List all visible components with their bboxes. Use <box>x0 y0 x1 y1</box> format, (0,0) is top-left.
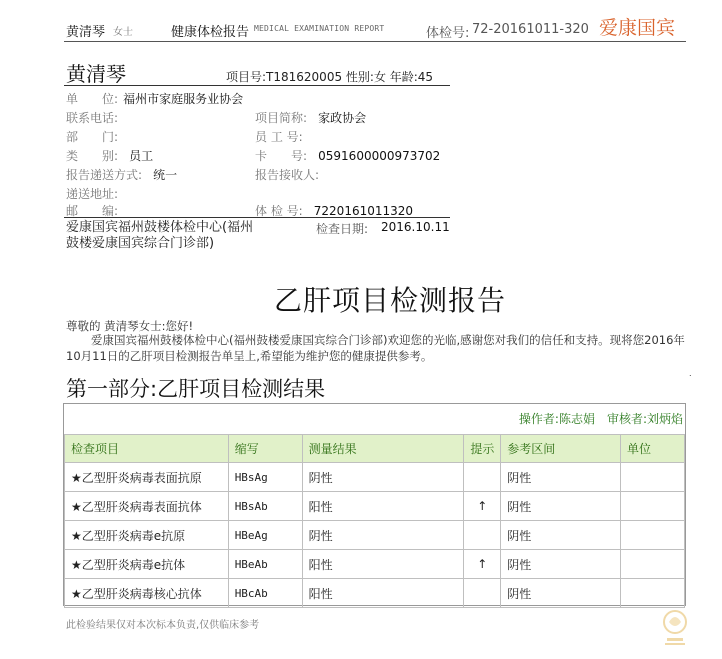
patient-meta: 项目号:T181620005 性别:女 年龄:45 <box>226 70 434 84</box>
field-category-value: 员工 <box>129 149 154 163</box>
result-table-container <box>63 403 686 606</box>
field-project-short-label: 项目简称: <box>255 111 308 125</box>
field-category <box>66 145 153 164</box>
cell-abbr: HBcAb <box>228 579 302 608</box>
cell-abbr: HBsAb <box>228 492 302 521</box>
report-main-title: 乙肝项目检测报告 <box>274 284 507 317</box>
cell-hint <box>464 463 501 492</box>
field-report-receiver-label: 报告接收人: <box>255 168 320 182</box>
header-patient-gender: 女士 <box>113 27 133 38</box>
field-phone-label: 联系电话: <box>66 111 119 125</box>
cell-abbr: HBeAg <box>228 521 302 550</box>
patient-name: 黄清琴 <box>66 62 126 86</box>
cell-result: 阳性 <box>302 579 464 608</box>
cell-unit <box>621 550 685 579</box>
cell-item: ★乙型肝炎病毒核心抗体 <box>65 579 229 608</box>
cell-hint <box>464 521 501 550</box>
table-header-row <box>65 435 685 463</box>
header-report-no: 72-20161011-320 <box>472 22 589 37</box>
field-exam-no-label: 体 检 号: <box>255 204 303 218</box>
cell-hint <box>464 579 501 608</box>
field-category-label: 类 别: <box>66 149 119 163</box>
watermark-stamp-icon <box>658 608 692 648</box>
field-project-short-value: 家政协会 <box>318 111 367 125</box>
field-department <box>66 126 118 145</box>
cell-reference: 阴性 <box>501 579 621 608</box>
table-row <box>65 492 685 521</box>
field-postcode-label: 邮 编: <box>66 204 119 218</box>
cell-result: 阴性 <box>302 521 464 550</box>
col-header-reference: 参考区间 <box>501 435 621 463</box>
header-divider <box>64 41 686 42</box>
cell-abbr: HBeAb <box>228 550 302 579</box>
field-unit <box>66 88 243 107</box>
table-row <box>65 579 685 608</box>
col-header-abbr: 缩写 <box>228 435 302 463</box>
section-title: 第一部分:乙肝项目检测结果 <box>66 377 326 401</box>
cell-result: 阳性 <box>302 550 464 579</box>
intro-paragraph: 爱康国宾福州鼓楼体检中心(福州鼓楼爱康国宾综合门诊部)欢迎您的光临,感谢您对我们的信任和支持。现将您2016年10月11日的乙肝项目检测报告单呈上,希望能为维护您的健康提供参考。 <box>66 333 685 363</box>
field-delivery-method <box>66 164 177 183</box>
footnote: 此检验结果仅对本次标本负责,仅供临床参考 <box>66 620 260 631</box>
result-table <box>64 434 685 608</box>
greeting: 尊敬的 黄清琴女士:您好! <box>66 319 194 333</box>
cell-item: ★乙型肝炎病毒e抗原 <box>65 521 229 550</box>
field-card-no <box>255 145 440 164</box>
field-unit-value: 福州市家庭服务业协会 <box>123 92 244 106</box>
table-row <box>65 521 685 550</box>
patient-divider-top <box>64 85 450 86</box>
cell-hint: ↑ <box>464 550 501 579</box>
brand-logo: 爱康国宾 <box>599 17 676 39</box>
check-date-label: 检查日期: <box>316 222 369 236</box>
cell-item: ★乙型肝炎病毒e抗体 <box>65 550 229 579</box>
cell-unit <box>621 579 685 608</box>
cell-reference: 阴性 <box>501 521 621 550</box>
field-unit-label: 单 位: <box>66 92 119 106</box>
cell-reference: 阴性 <box>501 463 621 492</box>
col-header-hint: 提示 <box>464 435 501 463</box>
cell-abbr: HBsAg <box>228 463 302 492</box>
field-card-no-label: 卡 号: <box>255 149 308 163</box>
cell-result: 阳性 <box>302 492 464 521</box>
field-delivery-method-value: 统一 <box>153 168 178 182</box>
header-patient-name: 黄清琴 <box>66 25 106 40</box>
field-employee-no-label: 员 工 号: <box>255 130 303 144</box>
field-project-short <box>255 107 366 126</box>
table-row <box>65 463 685 492</box>
cell-result: 阴性 <box>302 463 464 492</box>
field-department-label: 部 门: <box>66 130 119 144</box>
col-header-item: 检查项目 <box>65 435 229 463</box>
margin-dot: . <box>689 369 692 378</box>
cell-unit <box>621 521 685 550</box>
field-report-receiver <box>255 164 319 183</box>
field-card-no-value: 0591600000973702 <box>318 149 441 163</box>
operator-text: 操作者:陈志娟 审核者:刘炳焰 <box>518 412 683 426</box>
field-employee-no <box>255 126 303 145</box>
field-delivery-method-label: 报告递送方式: <box>66 168 143 182</box>
field-phone <box>66 107 118 126</box>
cell-reference: 阴性 <box>501 550 621 579</box>
cell-item: ★乙型肝炎病毒表面抗体 <box>65 492 229 521</box>
col-header-unit: 单位 <box>621 435 685 463</box>
header-report-title-en: MEDICAL EXAMINATION REPORT <box>254 24 385 33</box>
table-row <box>65 550 685 579</box>
cell-reference: 阴性 <box>501 492 621 521</box>
col-header-result: 测量结果 <box>302 435 464 463</box>
header-report-no-label: 体检号: <box>426 26 470 41</box>
cell-unit <box>621 463 685 492</box>
cell-unit <box>621 492 685 521</box>
field-delivery-address-label: 递送地址: <box>66 187 119 201</box>
field-exam-no-value: 7220161011320 <box>313 204 414 218</box>
cell-hint: ↑ <box>464 492 501 521</box>
operator-row <box>64 404 685 433</box>
cell-item: ★乙型肝炎病毒表面抗原 <box>65 463 229 492</box>
patient-divider-bottom <box>64 217 450 218</box>
exam-center-name: 爱康国宾福州鼓楼体检中心(福州鼓楼爱康国宾综合门诊部) <box>66 220 254 251</box>
check-date-value: 2016.10.11 <box>381 220 450 234</box>
header-report-title: 健康体检报告 <box>171 25 250 40</box>
